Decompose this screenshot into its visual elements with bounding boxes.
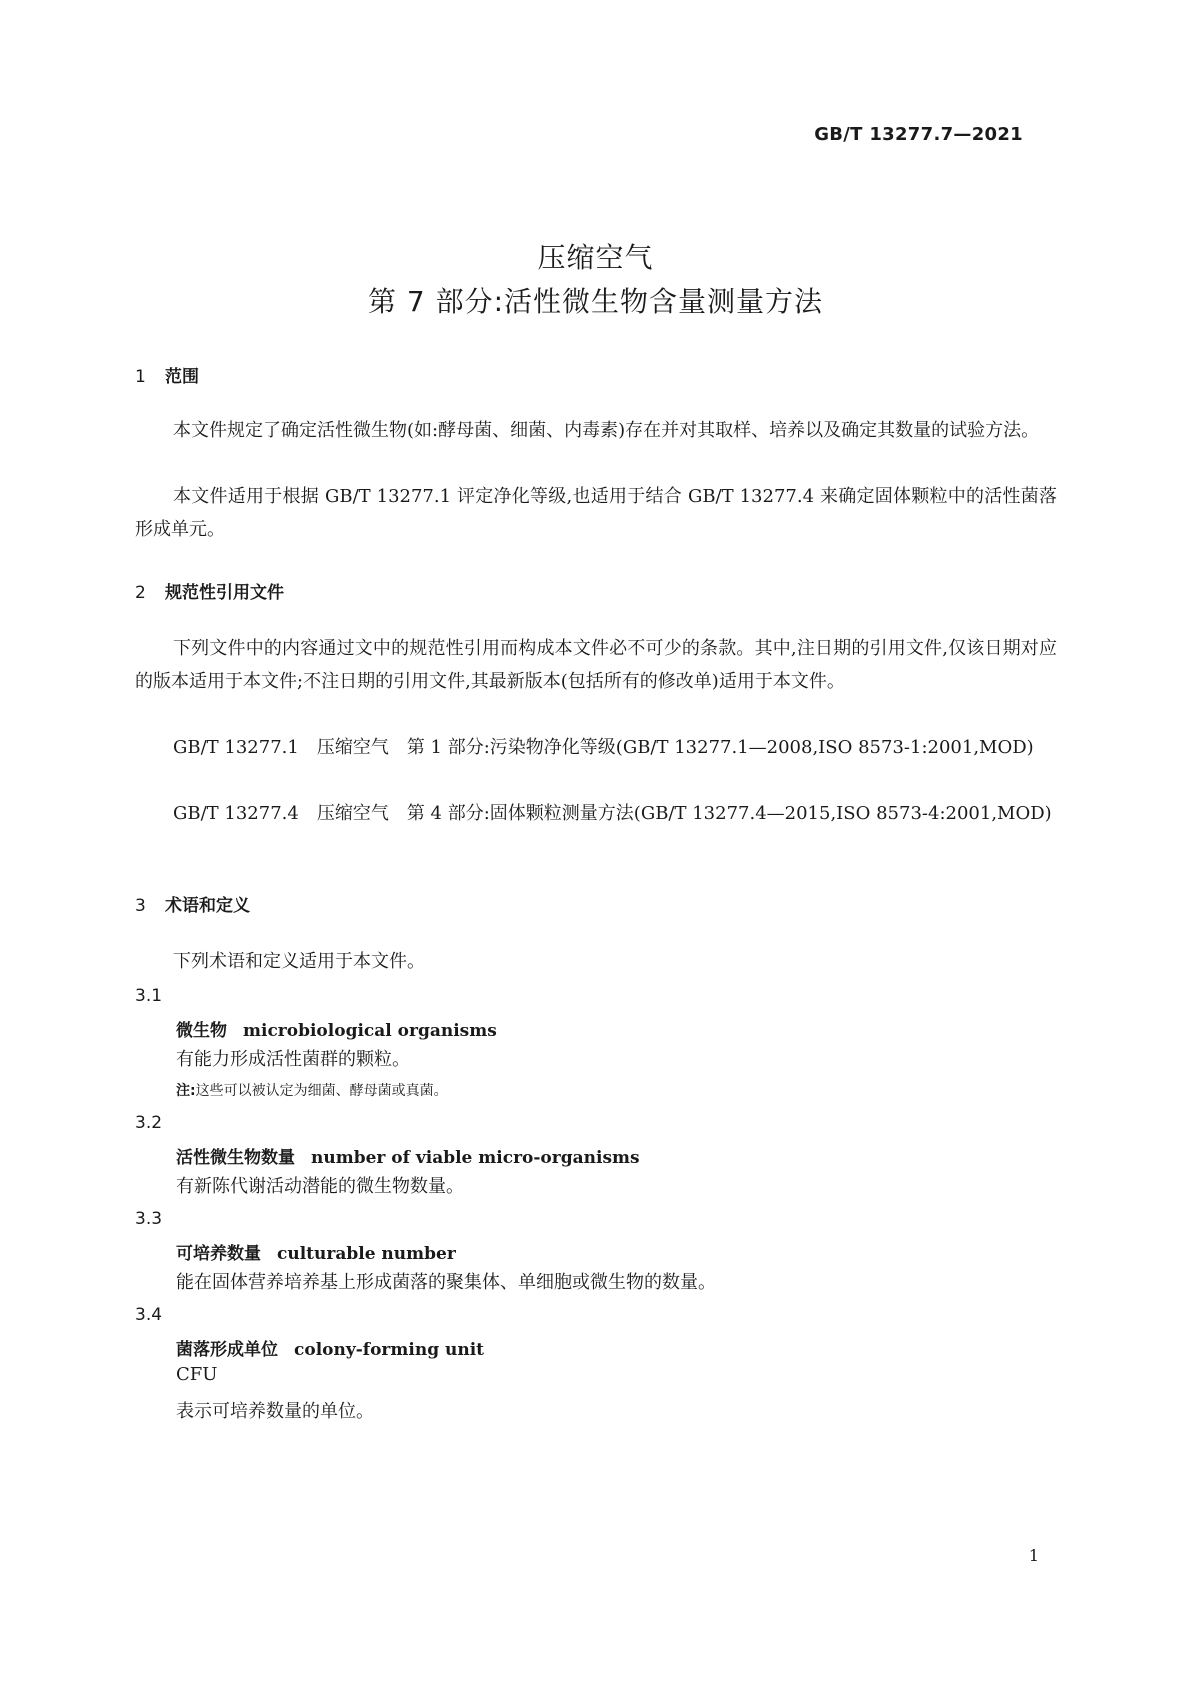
term-name bbox=[176, 1143, 640, 1168]
term-name bbox=[176, 1239, 456, 1264]
term-name-zh: 菌落形成单位 bbox=[176, 1340, 278, 1360]
section-number: 1 bbox=[135, 367, 146, 387]
standard-code: GB/T 13277.7—2021 bbox=[814, 124, 1023, 145]
note-label: 注: bbox=[176, 1083, 196, 1099]
reference-item: GB/T 13277.1 压缩空气 第 1 部分:污染物净化等级(GB/T 13277.1—2008,ISO 8573-1:2001,MOD) bbox=[173, 737, 1034, 758]
section-title: 规范性引用文件 bbox=[165, 583, 284, 603]
references-intro-paragraph: 下列文件中的内容通过文中的规范性引用而构成本文件必不可少的条款。其中,注日期的引用文件,仅该日期对应的版本适用于本文件;不注日期的引用文件,其最新版本(包括所有的修改单)适用于本文件。 bbox=[135, 638, 1057, 692]
term-note bbox=[176, 1080, 448, 1100]
term-number: 3.2 bbox=[135, 1113, 163, 1133]
term-name-en: microbiological organisms bbox=[243, 1021, 497, 1041]
term-name-zh: 可培养数量 bbox=[176, 1244, 261, 1264]
term-name-en: culturable number bbox=[277, 1244, 456, 1264]
section-heading-scope bbox=[135, 362, 199, 387]
term-name-zh: 微生物 bbox=[176, 1021, 227, 1041]
reference-item: GB/T 13277.4 压缩空气 第 4 部分:固体颗粒测量方法(GB/T 13277.4—2015,ISO 8573-4:2001,MOD) bbox=[173, 803, 1052, 824]
term-name bbox=[176, 1335, 484, 1360]
term-number: 3.4 bbox=[135, 1305, 163, 1325]
term-name-en: number of viable micro-organisms bbox=[311, 1148, 640, 1168]
note-text: 这些可以被认定为细菌、酵母菌或真菌。 bbox=[195, 1083, 448, 1099]
term-number: 3.1 bbox=[135, 986, 163, 1006]
section-heading-normative-references bbox=[135, 578, 284, 603]
term-abbreviation: CFU bbox=[176, 1364, 218, 1385]
term-name-en: colony-forming unit bbox=[294, 1340, 485, 1360]
section-number: 2 bbox=[135, 583, 146, 603]
scope-paragraph-2: 本文件适用于根据 GB/T 13277.1 评定净化等级,也适用于结合 GB/T 13277.4 来确定固体颗粒中的活性菌落形成单元。 bbox=[135, 486, 1057, 540]
scope-paragraph-1: 本文件规定了确定活性微生物(如:酵母菌、细菌、内毒素)存在并对其取样、培养以及确定其数量的试验方法。 bbox=[173, 420, 1040, 441]
document-subtitle: 第 7 部分:活性微生物含量测量方法 bbox=[367, 285, 824, 318]
section-title: 术语和定义 bbox=[165, 896, 250, 916]
section-heading-terms bbox=[135, 891, 250, 916]
section-title: 范围 bbox=[165, 367, 199, 387]
term-definition: 能在固体营养培养基上形成菌落的聚集体、单细胞或微生物的数量。 bbox=[176, 1272, 716, 1293]
term-name-zh: 活性微生物数量 bbox=[176, 1148, 295, 1168]
term-definition: 表示可培养数量的单位。 bbox=[176, 1401, 374, 1422]
terms-intro-paragraph: 下列术语和定义适用于本文件。 bbox=[173, 951, 425, 972]
term-definition: 有新陈代谢活动潜能的微生物数量。 bbox=[176, 1176, 464, 1197]
document-title: 压缩空气 bbox=[537, 241, 654, 274]
term-number: 3.3 bbox=[135, 1209, 163, 1229]
section-number: 3 bbox=[135, 896, 146, 916]
page-number: 1 bbox=[1028, 1546, 1039, 1565]
term-name bbox=[176, 1016, 497, 1041]
term-definition: 有能力形成活性菌群的颗粒。 bbox=[176, 1049, 410, 1070]
